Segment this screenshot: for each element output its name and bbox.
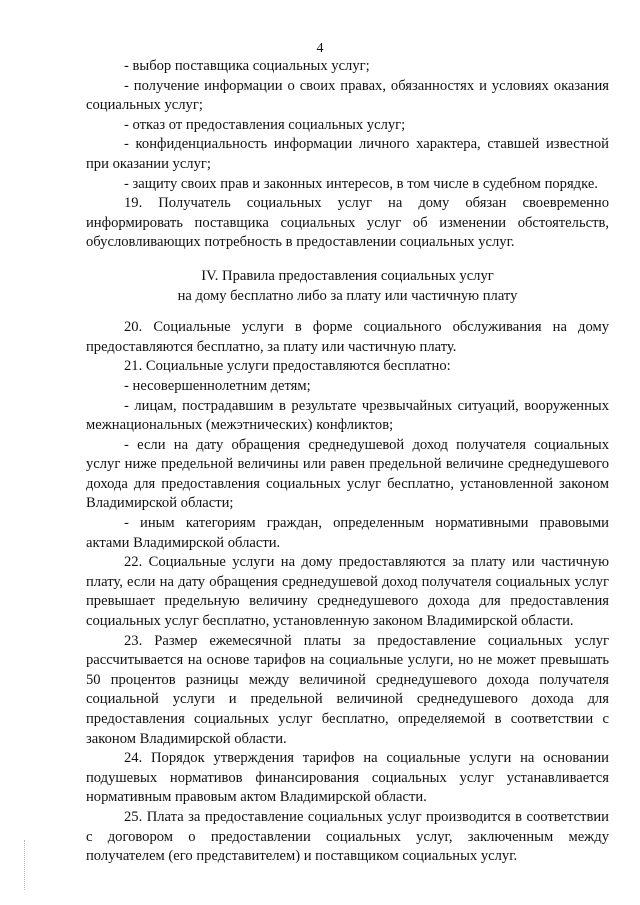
paragraph-21: 21. Социальные услуги предоставляются бесплатно:: [124, 358, 451, 375]
section-heading-line-2: на дому бесплатно либо за плату или частичную плату: [177, 287, 518, 304]
paragraph-right-protection: - защиту своих прав и законных интересов, в том числе в судебном порядке.: [124, 175, 598, 192]
paragraph-21-minors: - несовершеннолетним детям;: [124, 377, 311, 394]
paragraph-right-information: - получение информации о своих правах, обязанностях и условиях оказания социальных услуг;: [86, 77, 609, 114]
paragraph-right-refusal: - отказ от предоставления социальных услуг;: [124, 116, 406, 133]
paragraph-21-emergency-victims: - лицам, пострадавшим в результате чрезвычайных ситуаций, вооруженных межнациональных (межэтнических) конфликтов;: [86, 397, 609, 434]
paragraph-20: 20. Социальные услуги в форме социального обслуживания на дому предоставляются бесплатно, за плату или частичную плату.: [86, 319, 609, 355]
document-body: [86, 57, 609, 867]
section-heading: [86, 267, 609, 306]
section-heading-line-1: IV. Правила предоставления социальных услуг: [201, 267, 494, 284]
paragraph-right-confidentiality: - конфиденциальность информации личного характера, ставшей известной при оказании услуг;: [86, 136, 609, 172]
paragraph-21-other-categories: - иным категориям граждан, определенным нормативными правовыми актами Владимирской области.: [86, 515, 609, 551]
paragraph-24: 24. Порядок утверждения тарифов на социальные услуги на основании подушевых нормативов финансирования социальных услуг устанавливается нормативным правовым актом Владимирской области.: [86, 750, 609, 806]
paragraph-25: 25. Плата за предоставление социальных услуг производится в соответствии с договором о предоставлении социальных услуг, заключенным между получателем (его представителем) и поставщиком социальных услуг.: [86, 808, 609, 865]
paragraph-19: 19. Получатель социальных услуг на дому обязан своевременно информировать поставщика социальных услуг об изменении обстоятельств, обусловливающих потребность в предоставлении социальных услуг.: [86, 195, 609, 251]
paragraph-22: 22. Социальные услуги на дому предоставляются за плату или частичную плату, если на дату обращения среднедушевой доход получателя социальных услуг превышает предельную величину среднедушевого дохода для предоставления социальных услуг бесплатно, установленную законом Владимирской области.: [86, 554, 609, 630]
paragraph-21-income-below-limit: - если на дату обращения среднедушевой доход получателя социальных услуг ниже предельной величины или равен предельной величине среднедушевого дохода для предоставления социальных услуг бесплатно, установленной законом Владимирской области;: [86, 436, 609, 512]
paragraph-right-supplier-choice: - выбор поставщика социальных услуг;: [124, 58, 370, 74]
scan-margin-line: [24, 840, 26, 890]
page-number: 4: [316, 41, 324, 56]
paragraph-23: 23. Размер ежемесячной платы за предоставление социальных услуг рассчитывается на основе тарифов на социальные услуги, но не может превышать 50 процентов разницы между величиной среднедушевого дохода получателя социальной услуги и предельной величиной среднедушевого дохода для предоставления социальных услуг бесплатно, определяемой в соответствии с законом Владимирской области.: [86, 632, 609, 747]
